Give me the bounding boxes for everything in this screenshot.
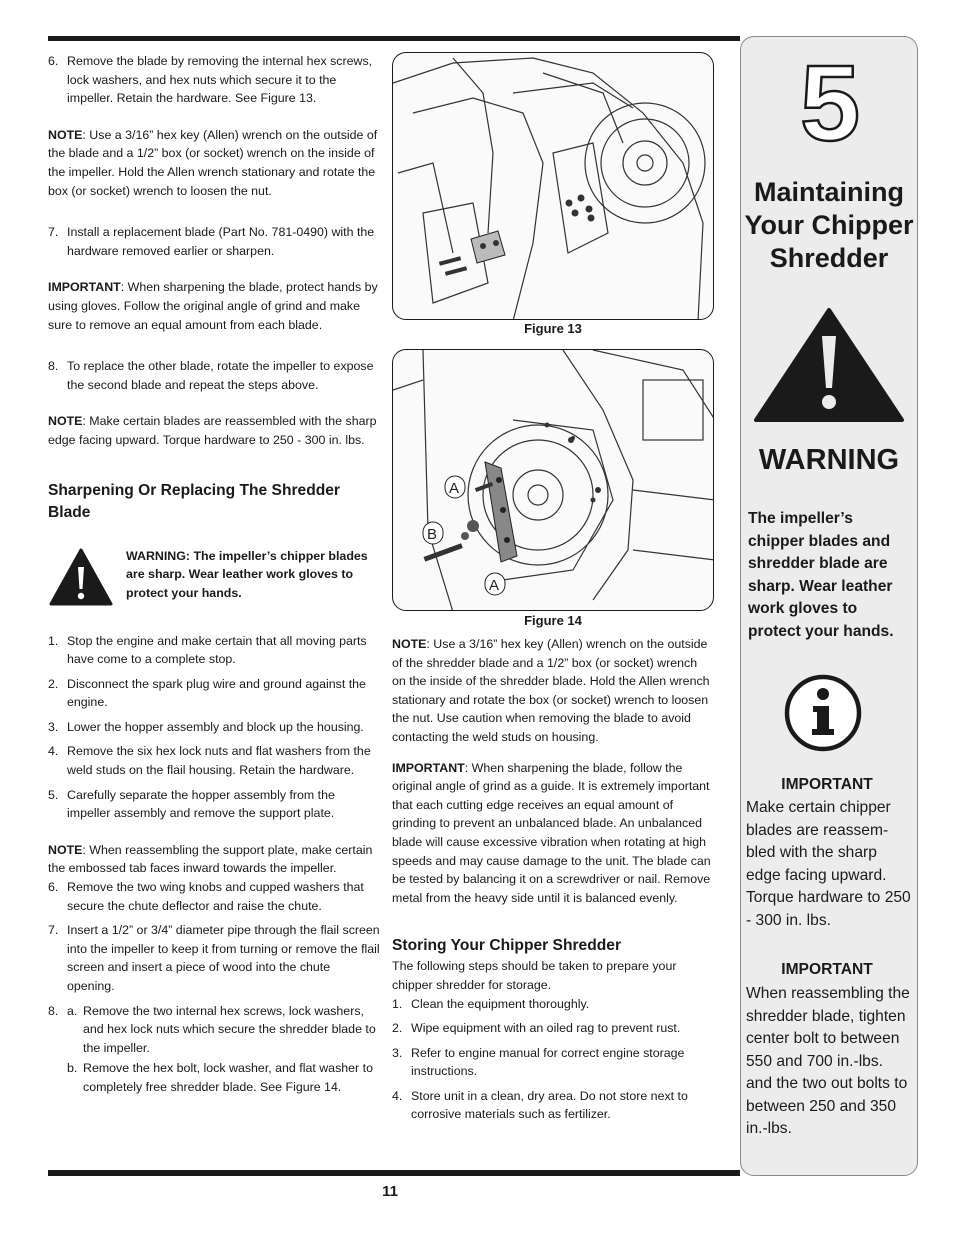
figure-14-caption: Figure 14 <box>524 613 582 628</box>
steps-b <box>48 878 380 996</box>
list-item: 4. Store unit in a clean, dry area. Do not store next to corrosive materials such as fertilizer. <box>392 1088 688 1122</box>
warning-triangle-icon <box>48 547 114 607</box>
important-body-2: When reassembling the shredder blade, tighten center bolt to between 550 and 700 in.-lbs. and the two out bolts to between 250 and 350 in.-lbs. <box>746 985 910 1137</box>
shredder-blade-drawing <box>393 350 714 611</box>
figure-14-illustration <box>392 349 714 611</box>
chapter-number <box>790 52 870 152</box>
left-column <box>48 52 380 1097</box>
step-8a: 8. a. Remove the two internal hex screws, lock washers, and hex lock nuts which secure the shredder blade to the impeller. <box>48 1003 376 1055</box>
important-mid: IMPORTANT: When sharpening the blade, follow the original angle of grind as a guide. It is extremely important that each cutting edge receives an equal amount of grinding to prevent an unbalanced blade. An unbalanced blade will cause excessive vibration when rotating at high speeds and may cause damage to the unit. The blade can be tested by balancing it on a screwdriver or nail. Remove metal from the heavy side until it is balanced evenly. <box>392 760 711 905</box>
list-item: 2. Disconnect the spark plug wire and ground against the engine. <box>48 676 366 710</box>
info-icon <box>783 673 863 753</box>
list-item: 6. Remove the two wing knobs and cupped washers that secure the chute deflector and raise the chute. <box>48 880 364 913</box>
page-number: 11 <box>382 1183 398 1200</box>
warning-block: WARNING: The impeller’s chipper blades are sharp. Wear leather work gloves to protect your hands. <box>48 547 380 607</box>
list-item: 3. Lower the hopper assembly and block up the housing. <box>48 719 364 734</box>
step-8: 8. To replace the other blade, rotate the impeller to expose the second blade and repeat the steps above. <box>48 359 374 392</box>
chapter-title: Maintaining Your Chipper Shredder <box>744 177 914 273</box>
note-mid: NOTE: Use a 3/16” hex key (Allen) wrench on the outside of the shredder blade and a 1/2” box (or socket) wrench on the inside of the shredder blade. Hold the Allen wrench stationary and rotate the box (or socket) wrench to loosen the nut. Use caution when removing the blade to avoid contacting the weld studs on housing. <box>392 637 710 744</box>
important-heading-1: IMPORTANT <box>781 776 873 793</box>
list-item: 3. Refer to engine manual for correct engine storage instructions. <box>392 1045 685 1079</box>
step-6: 6. Remove the blade by removing the internal hex screws, lock washers, and hex nuts which secure it to the impeller. Retain the hardware. See Figure 13. <box>48 54 373 106</box>
middle-column <box>392 635 714 1124</box>
storing-title: Storing Your Chipper Shredder <box>392 937 622 955</box>
section-title: Sharpening Or Replacing The Shredder Blade <box>48 481 341 521</box>
note-2: NOTE: Make certain blades are reassembled with the sharp edge facing upward. Torque hardware to 250 - 300 in. lbs. <box>48 414 377 447</box>
fig14-label-a-bottom: A <box>489 577 500 594</box>
fig14-label-a-top: A <box>449 480 460 497</box>
steps-a <box>48 632 380 823</box>
figure-13-illustration <box>392 52 714 320</box>
important-heading-2: IMPORTANT <box>781 961 873 978</box>
sidebar-warning-text: The impeller’s chipper blades and shredder blade are sharp. Wear leather work gloves to protect your hands. <box>748 510 894 640</box>
note-3: NOTE: When reassembling the support plate, make certain the embossed tab faces inward towards the impeller. <box>48 842 373 876</box>
top-rule <box>48 36 740 41</box>
list-item: 2. Wipe equipment with an oiled rag to prevent rust. <box>392 1021 681 1036</box>
figure-13-caption: Figure 13 <box>524 321 582 336</box>
step-7: 7. Install a replacement blade (Part No. 781-0490) with the hardware removed earlier or sharpen. <box>48 225 375 258</box>
important-body-1: Make certain chipper blades are reassem-bled with the sharp edge facing upward. Torque hardware to 250 - 300 in. lbs. <box>746 799 911 929</box>
important-1: IMPORTANT: When sharpening the blade, protect hands by using gloves. Follow the original angle of grind and make sure to remove an equal amount from each blade. <box>48 280 378 332</box>
warning-heading: WARNING <box>758 444 900 476</box>
note-1: NOTE: Use a 3/16” hex key (Allen) wrench on the outside of the blade and a 1/2” box (or socket) wrench on the inside of the impeller. Hold the Allen wrench stationary and rotate the box (or socket) wrench to loosen the nut. <box>48 127 378 198</box>
large-warning-triangle-icon <box>752 306 906 424</box>
list-item: 4. Remove the six hex lock nuts and flat washers from the weld studs on the flail housing. Retain the hardware. <box>48 744 371 778</box>
fig14-label-b: B <box>427 526 438 543</box>
list-item: 1. Clean the equipment thoroughly. <box>392 996 590 1011</box>
step-8b: b. Remove the hex bolt, lock washer, and flat washer to completely free shredder blade. See Figure 14. <box>67 1061 373 1094</box>
list-item: 1. Stop the engine and make certain that all moving parts have come to a complete stop. <box>48 633 367 667</box>
impeller-housing-drawing <box>393 53 714 320</box>
storing-intro: The following steps should be taken to prepare your chipper shredder for storage. <box>392 959 677 992</box>
svg-text:5: 5 <box>799 52 861 152</box>
list-item: 5. Carefully separate the hopper assembly from the impeller assembly and remove the support plate. <box>48 787 335 821</box>
list-item: 7. Insert a 1/2” or 3/4” diameter pipe through the flail screen into the impeller to keep it from turning or remove the flail screen and insert a piece of wood into the chute opening. <box>48 923 380 993</box>
bottom-rule <box>48 1170 740 1176</box>
